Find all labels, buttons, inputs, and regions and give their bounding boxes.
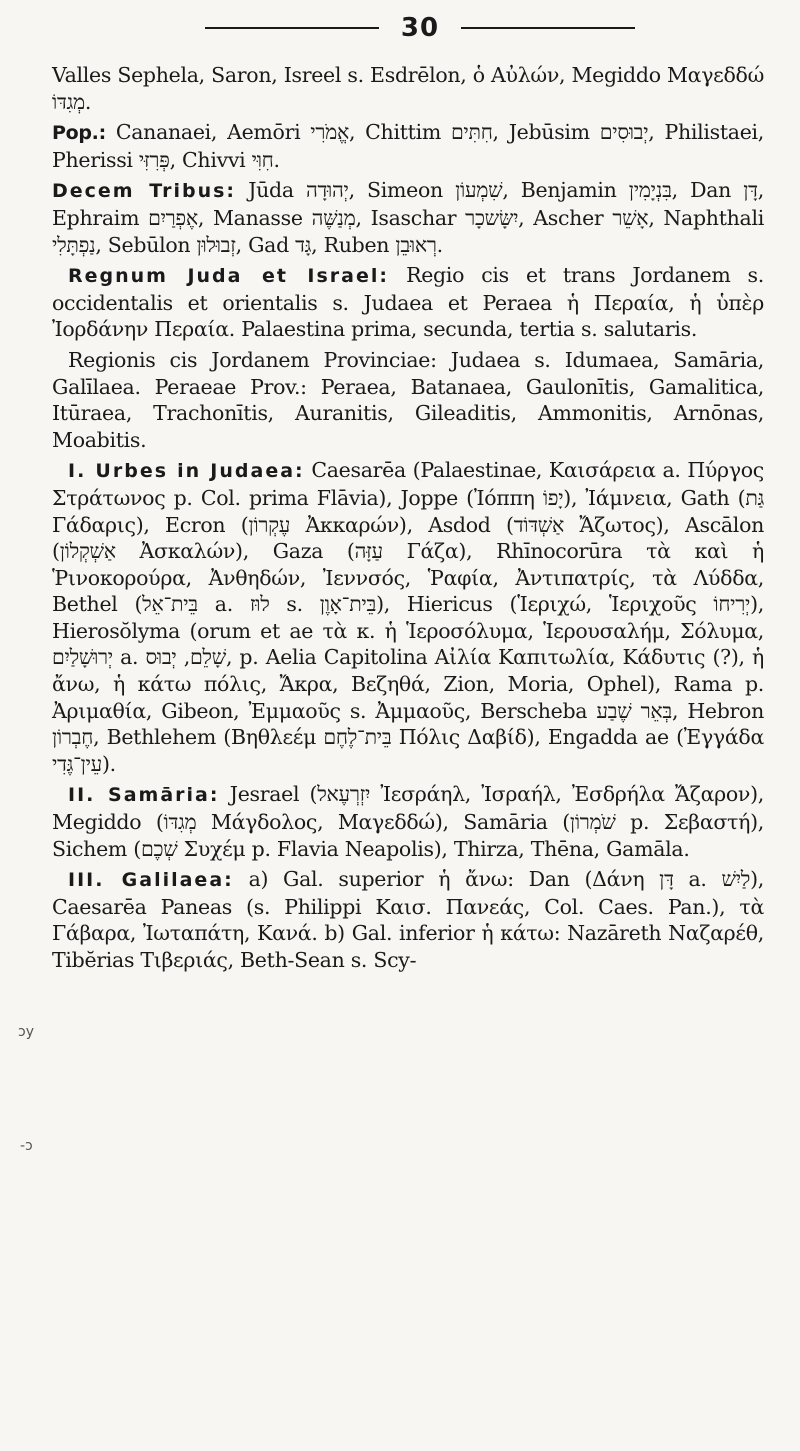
paragraph-urbes <box>52 457 764 777</box>
header-rule-right <box>461 27 635 29</box>
samaria-text: Jesrael (יִזְרְעֶאל Ἰεσράηλ, Ἰσραήλ, Ἐσδρήλα Ἄζαρον), Megiddo (מְגִדּוֹ Μάγδολος, Μαγεδδώ), Samāria (שֹׁמְרוֹן p. Σεβαστή), Sichem (שְׁכֶם Συχέμ p. Flavia Neapolis), Thirza, Thēna, Gamāla. <box>52 782 764 861</box>
galilaea-label: III. Galilaea: <box>68 869 234 892</box>
tribes-label: Decem Tribus: <box>52 180 236 203</box>
paragraph-galilaea <box>52 866 764 973</box>
margin-mark-2: -ɔ <box>20 1138 33 1154</box>
regnum-text: Regio cis et trans Jordanem s. occidentalis et orientalis s. Judaea et Peraea ἡ Περαία, ἡ ὑπὲρ Ἰορδάνην Περαία. Palaestina prima, secunda, tertia s. salutaris. <box>52 263 764 342</box>
header-rule-left <box>205 27 379 29</box>
population-label: Pop.: <box>52 122 106 145</box>
paragraph-samaria <box>52 781 764 862</box>
urbes-text: Caesarēa (Palaestinae, Καισάρεια a. Πύργος Στράτωνος p. Col. prima Flāvia), Joppe (Ἰόππη יָפוֹ), Ἰάμνεια, Gath (גַּת Γάδαρις), Ecron (עֶקְרוֹן Ἀκκαρών), Asdod (אַשְׁדּוֹד Ἄζωτος), Ascālon (אַשְׁקְלוֹן Ἀσκαλών), Gaza (עַזָּה Γάζα), Rhīnocorūra τὰ καὶ ἡ Ῥινοκορούρα, Ἀνθηδών, Ἰεννσός, Ῥαφία, Ἀντιπατρίς, τὰ Λύδδα, Bethel (בֵּית־אֵל a. לוּז s. בֵּית־אָוֶן), Hiericus (Ἱεριχώ, Ἱεριχοῦς יְרִיחוֹ), Hierosŏlyma (orum et ae τὰ κ. ἡ Ἱεροσόλυμα, Ἱερουσαλήμ, Σόλυμα, יְרוּשָׁלַיִם a. שָׁלֵם, יְבוּס, p. Aelia Capitolina Αἰλία Καπιτωλία, Κάδυτις (?), ἡ ἄνω, ἡ κάτω πόλις, Ἄκρα, Βεζηθά, Zion, Moria, Ophel), Rama p. Ἀριμαθία, Gibeon, Ἐμμαοῦς s. Ἀμμαοῦς, Berscheba בְּאֵר שֶׁבַע, Hebron חֶבְרוֹן, Bethlehem (Βηθλεέμ בֵּית־לֶחֶם Πόλις Δαβίδ), Engadda ae (Ἐγγάδα עֵין־גֶּדִי). <box>52 458 765 776</box>
population-text: Cananaei, Aemōri אֱמֹרִי, Chittim חִתִּים, Jebūsim יְבוּסִים, Philistaei, Pherissi פְּרִזִּי, Chivvi חִוִּי. <box>52 120 765 172</box>
paragraph-tribes <box>52 177 764 258</box>
paragraph-regnum <box>52 262 764 343</box>
regionis-text: Regionis cis Jordanem Provinciae: Judaea s. Idumaea, Samāria, Galīlaea. Peraeae Prov.: Peraea, Batanaea, Gaulonītis, Gamalitica, Itūraea, Trachonītis, Auranitis, Gileaditis, Ammonitis, Arnōnas, Moabitis. <box>52 347 764 452</box>
tribes-text: Jūda יְהוּדָה, Simeon שִׁמְעוֹן, Benjamin בִּנְיָמִין, Dan דָּן, Ephraim אֶפְרַיִם, Manasse מְנַשֶּׁה, Isaschar יִשָּׂשכָר, Ascher אָשֵׁר, Naphthali נַפְתָּלִי, Sebūlon זְבוּלוּן, Gad גָּד, Ruben רְאוּבֵן. <box>52 178 764 257</box>
text-body <box>52 62 764 974</box>
urbes-label: I. Urbes in Judaea: <box>68 460 305 483</box>
regnum-label: Regnum Juda et Israel: <box>68 265 389 288</box>
paragraph-regionis <box>52 347 764 453</box>
intro-text: Valles Sephela, Saron, Isreel s. Esdrēlon, ὁ Αὐλών, Megiddo Μαγεδδώ מְגִדּוֹ. <box>52 63 764 114</box>
paragraph-intro <box>52 62 764 115</box>
samaria-label: II. Samāria: <box>68 784 220 807</box>
galilaea-text: a) Gal. superior ἡ ἄνω: Dan (Δάνη דָּן a. לַיִשׁ), Caesarēa Paneas (s. Philippi Καισ. Πανεάς, Col. Caes. Pan.), τὰ Γάβαρα, Ἰωταπάτη, Κανά. b) Gal. inferior ἡ κάτω: Nazāreth Ναζαρέθ, Tibĕrias Τιβεριάς, Beth-Sean s. Scy- <box>52 867 764 972</box>
margin-mark-1: ɔy <box>18 1024 34 1040</box>
paragraph-population <box>52 119 764 173</box>
page-number: 30 <box>400 13 440 43</box>
page-header <box>205 10 635 46</box>
